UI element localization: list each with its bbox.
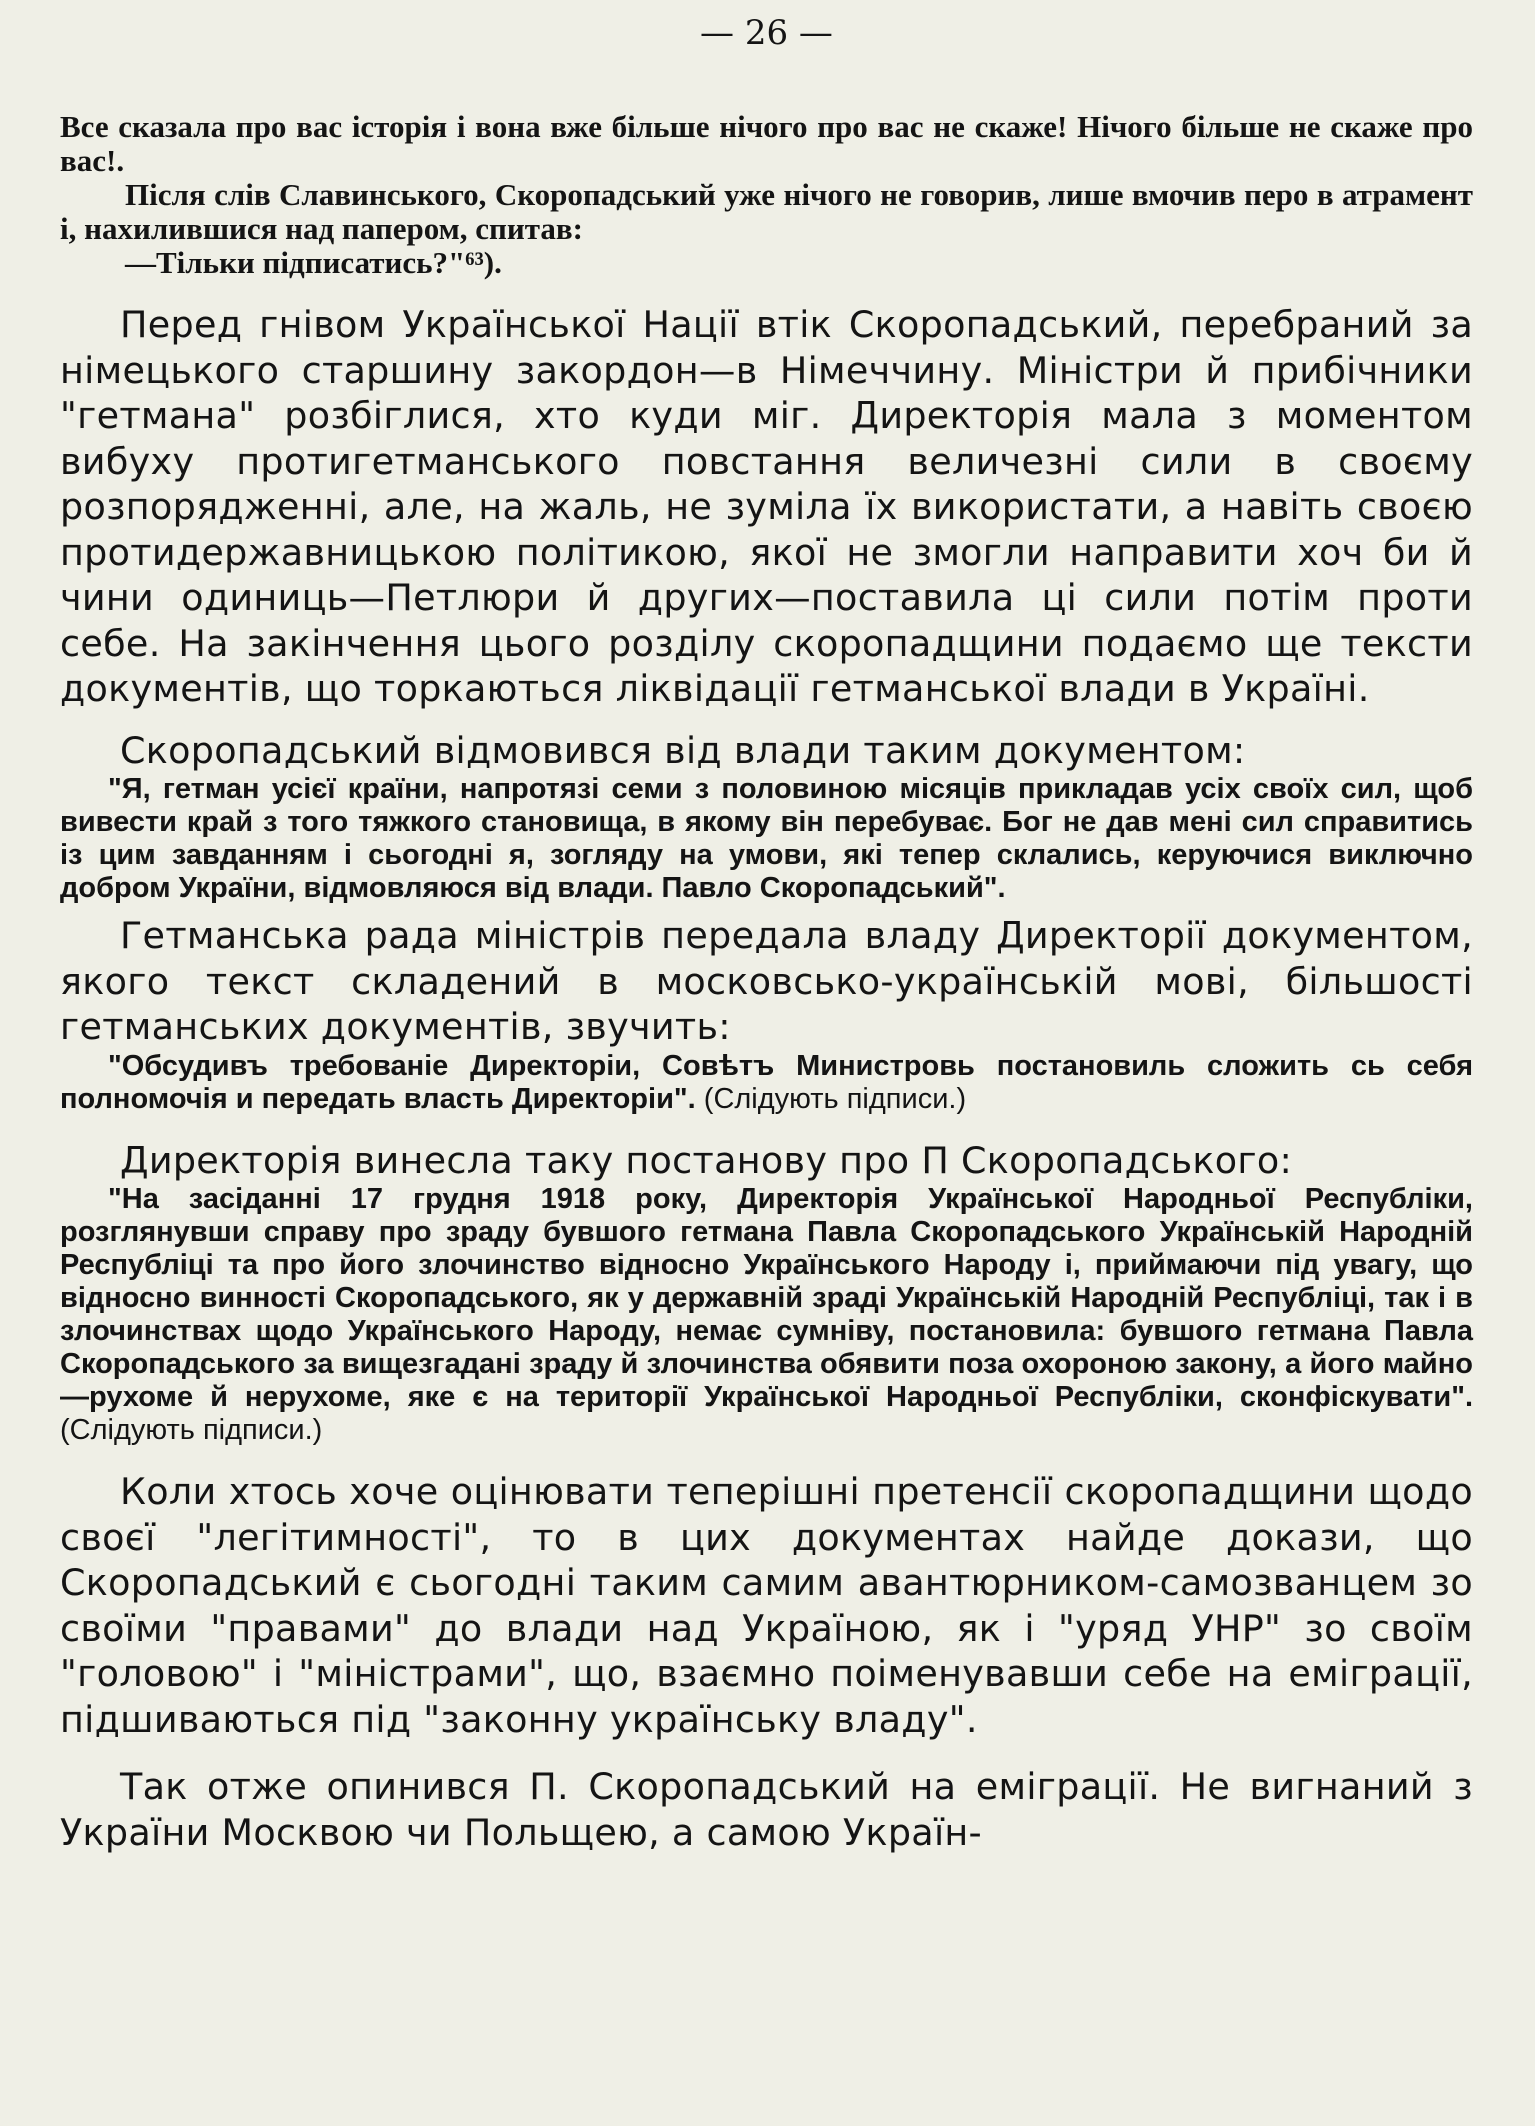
paragraph-flight: Перед гнівом Української Нації втік Скоропадський, перебраний за німецького старшину закордон—в Німеччину. Міністри й прибічники "гетмана" розбіглися, хто куди міг. Директорія мала з моментом вибуху протигетманського повстання величезні сили в своєму розпорядженні, але, на жаль, не зуміла їх використати, а навіть своєю протидержавницькою політикою, якої не змогли направити хоч би й чини одиниць—Петлюри й других—поставила ці сили потім проти себе. На закінчення цього розділу скоропадщини подаємо ще тексти документів, що торкаються ліквідації гетманської влади в Україні. — [60, 303, 1473, 710]
quote-directory — [60, 1183, 1473, 1447]
paragraph-quote-continuation: Все сказала про вас історія і вона вже більше нічого про вас не скаже! Нічого більше не скаже про вас!. — [60, 109, 1473, 178]
quote-abdication: "Я, гетман усієї країни, напротязі семи з половиною місяців прикладав усіх своїх сил, щоб вивести край з того тяжкого становища, в якому він перебуває. Бог не дав мені сил справитись із цим завданням і сьогодні я, зогляду на умови, які тепер склались, керуючися виключно добром України, відмовляюся від влади. Павло Скоропадський". — [60, 773, 1473, 904]
page-number: — 26 — — [700, 13, 833, 53]
quote-council — [60, 1050, 1473, 1116]
paragraph-directory-intro: Директорія винесла таку постанову про П Скоропадського: — [120, 1138, 1293, 1182]
paragraph-abdication-intro: Скоропадський відмовився від влади таким документом: — [120, 728, 1246, 772]
paragraph-legitimacy: Коли хтось хоче оцінювати теперішні претенсії скоропадщини щодо своєї "легітимності", то в цих документах найде докази, що Скоропадський є сьогодні таким самим авантюрником-самозванцем зо своїми "правами" до влади над Україною, як і "уряд УНР" зо своїм "головою" і "міністрами", що, взаємно поіменувавши себе на еміграції, підшиваються під "законну українську владу". — [60, 1470, 1473, 1741]
quote-directory-note: (Слідують підписи.) — [60, 1414, 323, 1446]
quote-council-note: (Слідують підписи.) — [703, 1082, 967, 1115]
paragraph-question: —Тільки підписатись?"⁶³). — [125, 245, 502, 280]
quote-directory-text: "На засіданні 17 грудня 1918 року, Директорія Української Народньої Республіки, розглянувши справу про зраду бувшого гетмана Павла Скоропадського Українській Народній Республіці та про його злочинство відносно Українського Народу і, приймаючи під увагу, що відносно винності Скоропадського, як у державній зраді Українській Народній Республіці, так і в злочинствах щодо Українського Народу, немає сумніву, постановила: бувшого гетмана Павла Скоропадського за вищезгадані зраду й злочинства обявити поза охороною закону, а його майно—рухоме й нерухоме, яке є на території Української Народньої Республіки, сконфіскувати". — [60, 1183, 1473, 1413]
paragraph-emigration: Так отже опинився П. Скоропадський на еміграції. Не вигнаний з України Москвою чи Польщею, а самою Україн- — [60, 1765, 1473, 1854]
quote-council-text: "Обсудивъ требованіе Директоріи, Совѣтъ Министровь постановиль сложить сь себя полномочія и передать власть Директоріи". — [60, 1049, 1473, 1115]
paragraph-council-intro: Гетманська рада міністрів передала владу Директорії документом, якого текст складений в московсько-українській мові, більшості гетманських документів, звучить: — [60, 914, 1473, 1048]
paragraph-slavynsky: Після слів Славинського, Скоропадський уже нічого не говорив, лише вмочив перо в атрамент і, нахилившися над папером, спитав: — [60, 177, 1473, 246]
